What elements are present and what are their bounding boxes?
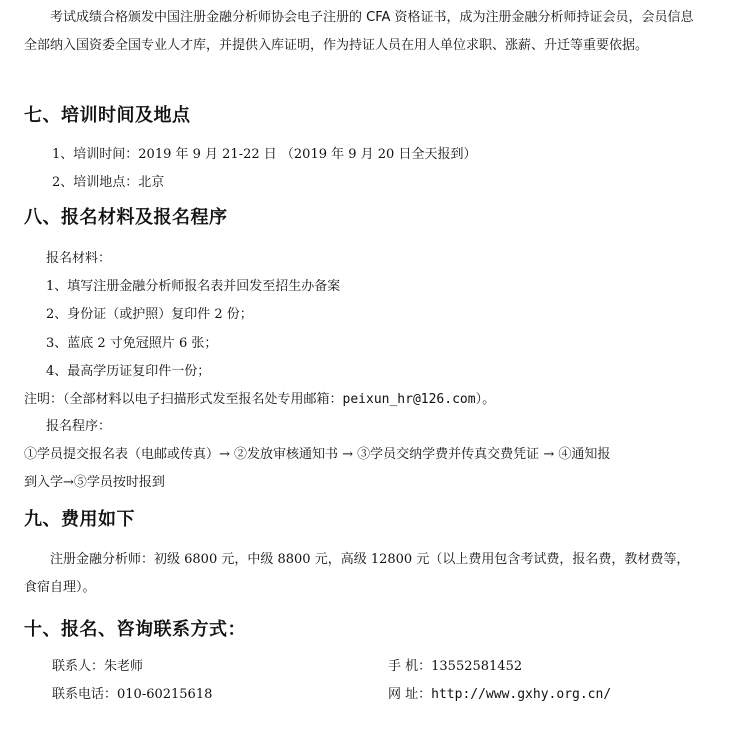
- contact-phone: 联系电话：010-60215618: [52, 687, 213, 702]
- section-9-heading: 九、费用如下: [24, 509, 135, 530]
- cfa-term: CFA: [366, 10, 391, 25]
- training-time: 1、培训时间：2019 年 9 月 21-22 日 （2019 年 9 月 20 日全天报到）: [52, 147, 477, 162]
- website-link[interactable]: http://www.gxhy.org.cn/: [431, 687, 612, 702]
- procedure-label: 报名程序：: [46, 419, 112, 434]
- website-label: 网 址：: [388, 687, 432, 702]
- intro-text-cont: 资格证书，成为注册金融分析师持证会员，会员信息全部纳入国资委全国专业人才库，并提供入库证明，作为持证人员在用人单位求职、涨薪、升迁等重要依据。: [24, 10, 694, 53]
- intro-text: 考试成绩合格颁发中国注册金融分析师协会电子注册的: [50, 10, 367, 25]
- materials-note: [24, 393, 495, 407]
- training-location: 2、培训地点：北京: [52, 175, 165, 190]
- procedure-steps-line-1: ①学员提交报名表（电邮或传真）→ ②发放审核通知书 → ③学员交纳学费并传真交费凭证 → ④通知报: [24, 447, 611, 462]
- note-text: 注明：（全部材料以电子扫描形式发至报名处专用邮箱：: [24, 392, 343, 407]
- material-item-3: 3、蓝底 2 寸免冠照片 6 张；: [46, 336, 218, 351]
- signup-email-link[interactable]: peixun_hr@126.com: [342, 392, 476, 407]
- note-text-end: ）。: [475, 392, 496, 407]
- website: [388, 688, 611, 702]
- section-7-heading: 七、培训时间及地点: [24, 105, 191, 126]
- contact-person: 联系人：朱老师: [52, 659, 144, 674]
- intro-paragraph: [24, 4, 700, 60]
- procedure-steps-line-2: 到入学→⑤学员按时报到: [24, 475, 165, 490]
- fee-paragraph: 注册金融分析师：初级 6800 元，中级 8800 元，高级 12800 元（以上费用包含考试费，报名费，教材费等，食宿自理）。: [24, 552, 690, 595]
- section-8-heading: 八、报名材料及报名程序: [24, 207, 228, 228]
- materials-label: 报名材料：: [46, 251, 112, 266]
- mobile-number: 手 机：13552581452: [388, 659, 523, 674]
- material-item-1: 1、填写注册金融分析师报名表并回发至招生办备案: [46, 279, 341, 294]
- material-item-4: 4、最高学历证复印件一份；: [46, 364, 211, 379]
- section-10-heading: 十、报名、咨询联系方式：: [24, 619, 246, 640]
- material-item-2: 2、身份证（或护照）复印件 2 份；: [46, 307, 253, 322]
